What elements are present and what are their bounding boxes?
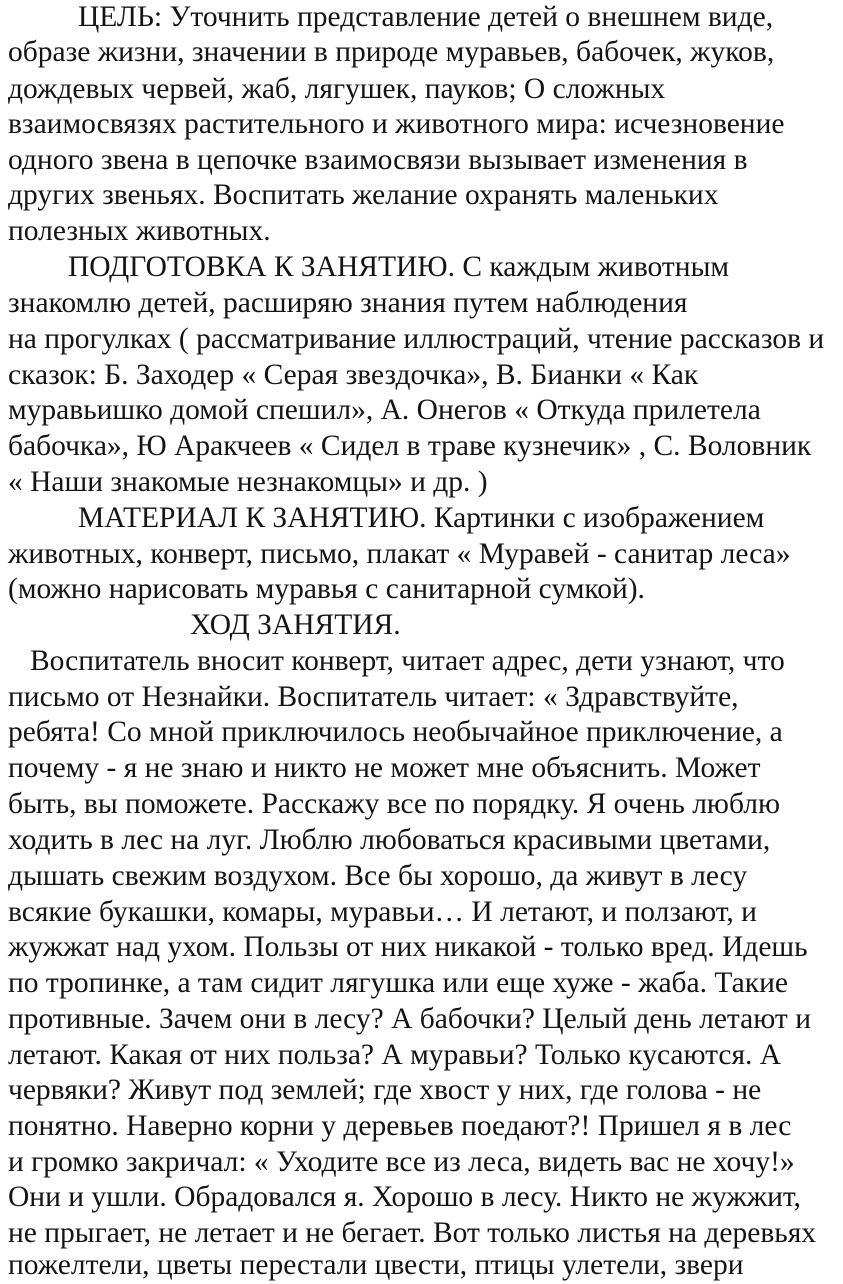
preparation-line-4: сказок: Б. Заходер « Серая звездочка», В. Бианки « Как	[8, 359, 699, 391]
goal-line-5: одного звена в цепочке взаимосвязи вызывает изменения в	[8, 144, 748, 176]
goal-line-1: ЦЕЛЬ: Уточнить представление детей о внешнем виде,	[78, 1, 774, 33]
material-line-3: (можно нарисовать муравья с санитарной сумкой).	[8, 573, 645, 605]
preparation-line-1: ПОДГОТОВКА К ЗАНЯТИЮ. С каждым животным	[68, 251, 730, 283]
lesson-line-3: ребята! Со мной приключилось необычайное приключение, а	[8, 716, 783, 748]
goal-line-6: других звеньях. Воспитать желание охранять маленьких	[8, 179, 719, 211]
lesson-line-17: не прыгает, не летает и не бегает. Вот только листья на деревьях	[8, 1217, 817, 1249]
material-line-1: МАТЕРИАЛ К ЗАНЯТИЮ. Картинки с изображением	[78, 502, 765, 534]
lesson-line-12: летают. Какая от них польза? А муравьи? Только кусаются. А	[8, 1039, 782, 1071]
lesson-line-4: почему - я не знаю и никто не может мне объяснить. Может	[8, 752, 761, 784]
lesson-line-16: Они и ушли. Обрадовался я. Хорошо в лесу. Никто не жужжит,	[8, 1181, 801, 1213]
lesson-line-9: жужжат над ухом. Пользы от них никакой - только вред. Идешь	[8, 931, 808, 963]
material-line-2: животных, конверт, письмо, плакат « Муравей - санитар леса»	[8, 538, 791, 570]
preparation-line-5: муравьишко домой спешил», А. Онегов « Откуда прилетела	[8, 394, 761, 426]
goal-line-3: дождевых червей, жаб, лягушек, пауков; О сложных	[8, 73, 666, 105]
preparation-line-6: бабочка», Ю Аракчеев « Сидел в траве кузнечик» , С. Воловник	[8, 430, 812, 462]
goal-line-7: полезных животных.	[8, 215, 271, 247]
lesson-line-6: ходить в лес на луг. Люблю любоваться красивыми цветами,	[8, 824, 771, 856]
lesson-line-18: пожелтели, цветы перестали цвести, птицы улетели, звери	[8, 1249, 744, 1281]
lesson-line-15: и громко закричал: « Уходите все из леса, видеть вас не хочу!»	[8, 1146, 795, 1178]
lesson-line-7: дышать свежим воздухом. Все бы хорошо, да живут в лесу	[8, 860, 748, 892]
goal-line-2: образе жизни, значении в природе муравьев, бабочек, жуков,	[8, 36, 775, 68]
preparation-line-7: « Наши знакомые незнакомцы» и др. )	[8, 466, 488, 498]
lesson-line-5: быть, вы поможете. Расскажу все по порядку. Я очень люблю	[8, 788, 780, 820]
lesson-heading: ХОД ЗАНЯТИЯ.	[190, 609, 401, 641]
preparation-line-3: на прогулках ( рассматривание иллюстраций, чтение рассказов и	[8, 323, 825, 355]
lesson-line-14: понятно. Наверно корни у деревьев поедают?! Пришел я в лес	[8, 1110, 792, 1142]
goal-line-4: взаимосвязях растительного и животного мира: исчезновение	[8, 108, 785, 140]
lesson-line-2: письмо от Незнайки. Воспитатель читает: « Здравствуйте,	[8, 681, 739, 713]
lesson-line-11: противные. Зачем они в лесу? А бабочки? Целый день летают и	[8, 1003, 811, 1035]
lesson-line-10: по тропинке, а там сидит лягушка или еще хуже - жаба. Такие	[8, 967, 788, 999]
lesson-line-13: червяки? Живут под землей; где хвост у них, где голова - не	[8, 1074, 762, 1106]
preparation-line-2: знакомлю детей, расширяю знания путем наблюдения	[8, 287, 688, 319]
lesson-line-1: Воспитатель вносит конверт, читает адрес, дети узнают, что	[30, 645, 785, 677]
lesson-line-8: всякие букашки, комары, муравьи… И летают, и ползают, и	[8, 896, 757, 928]
